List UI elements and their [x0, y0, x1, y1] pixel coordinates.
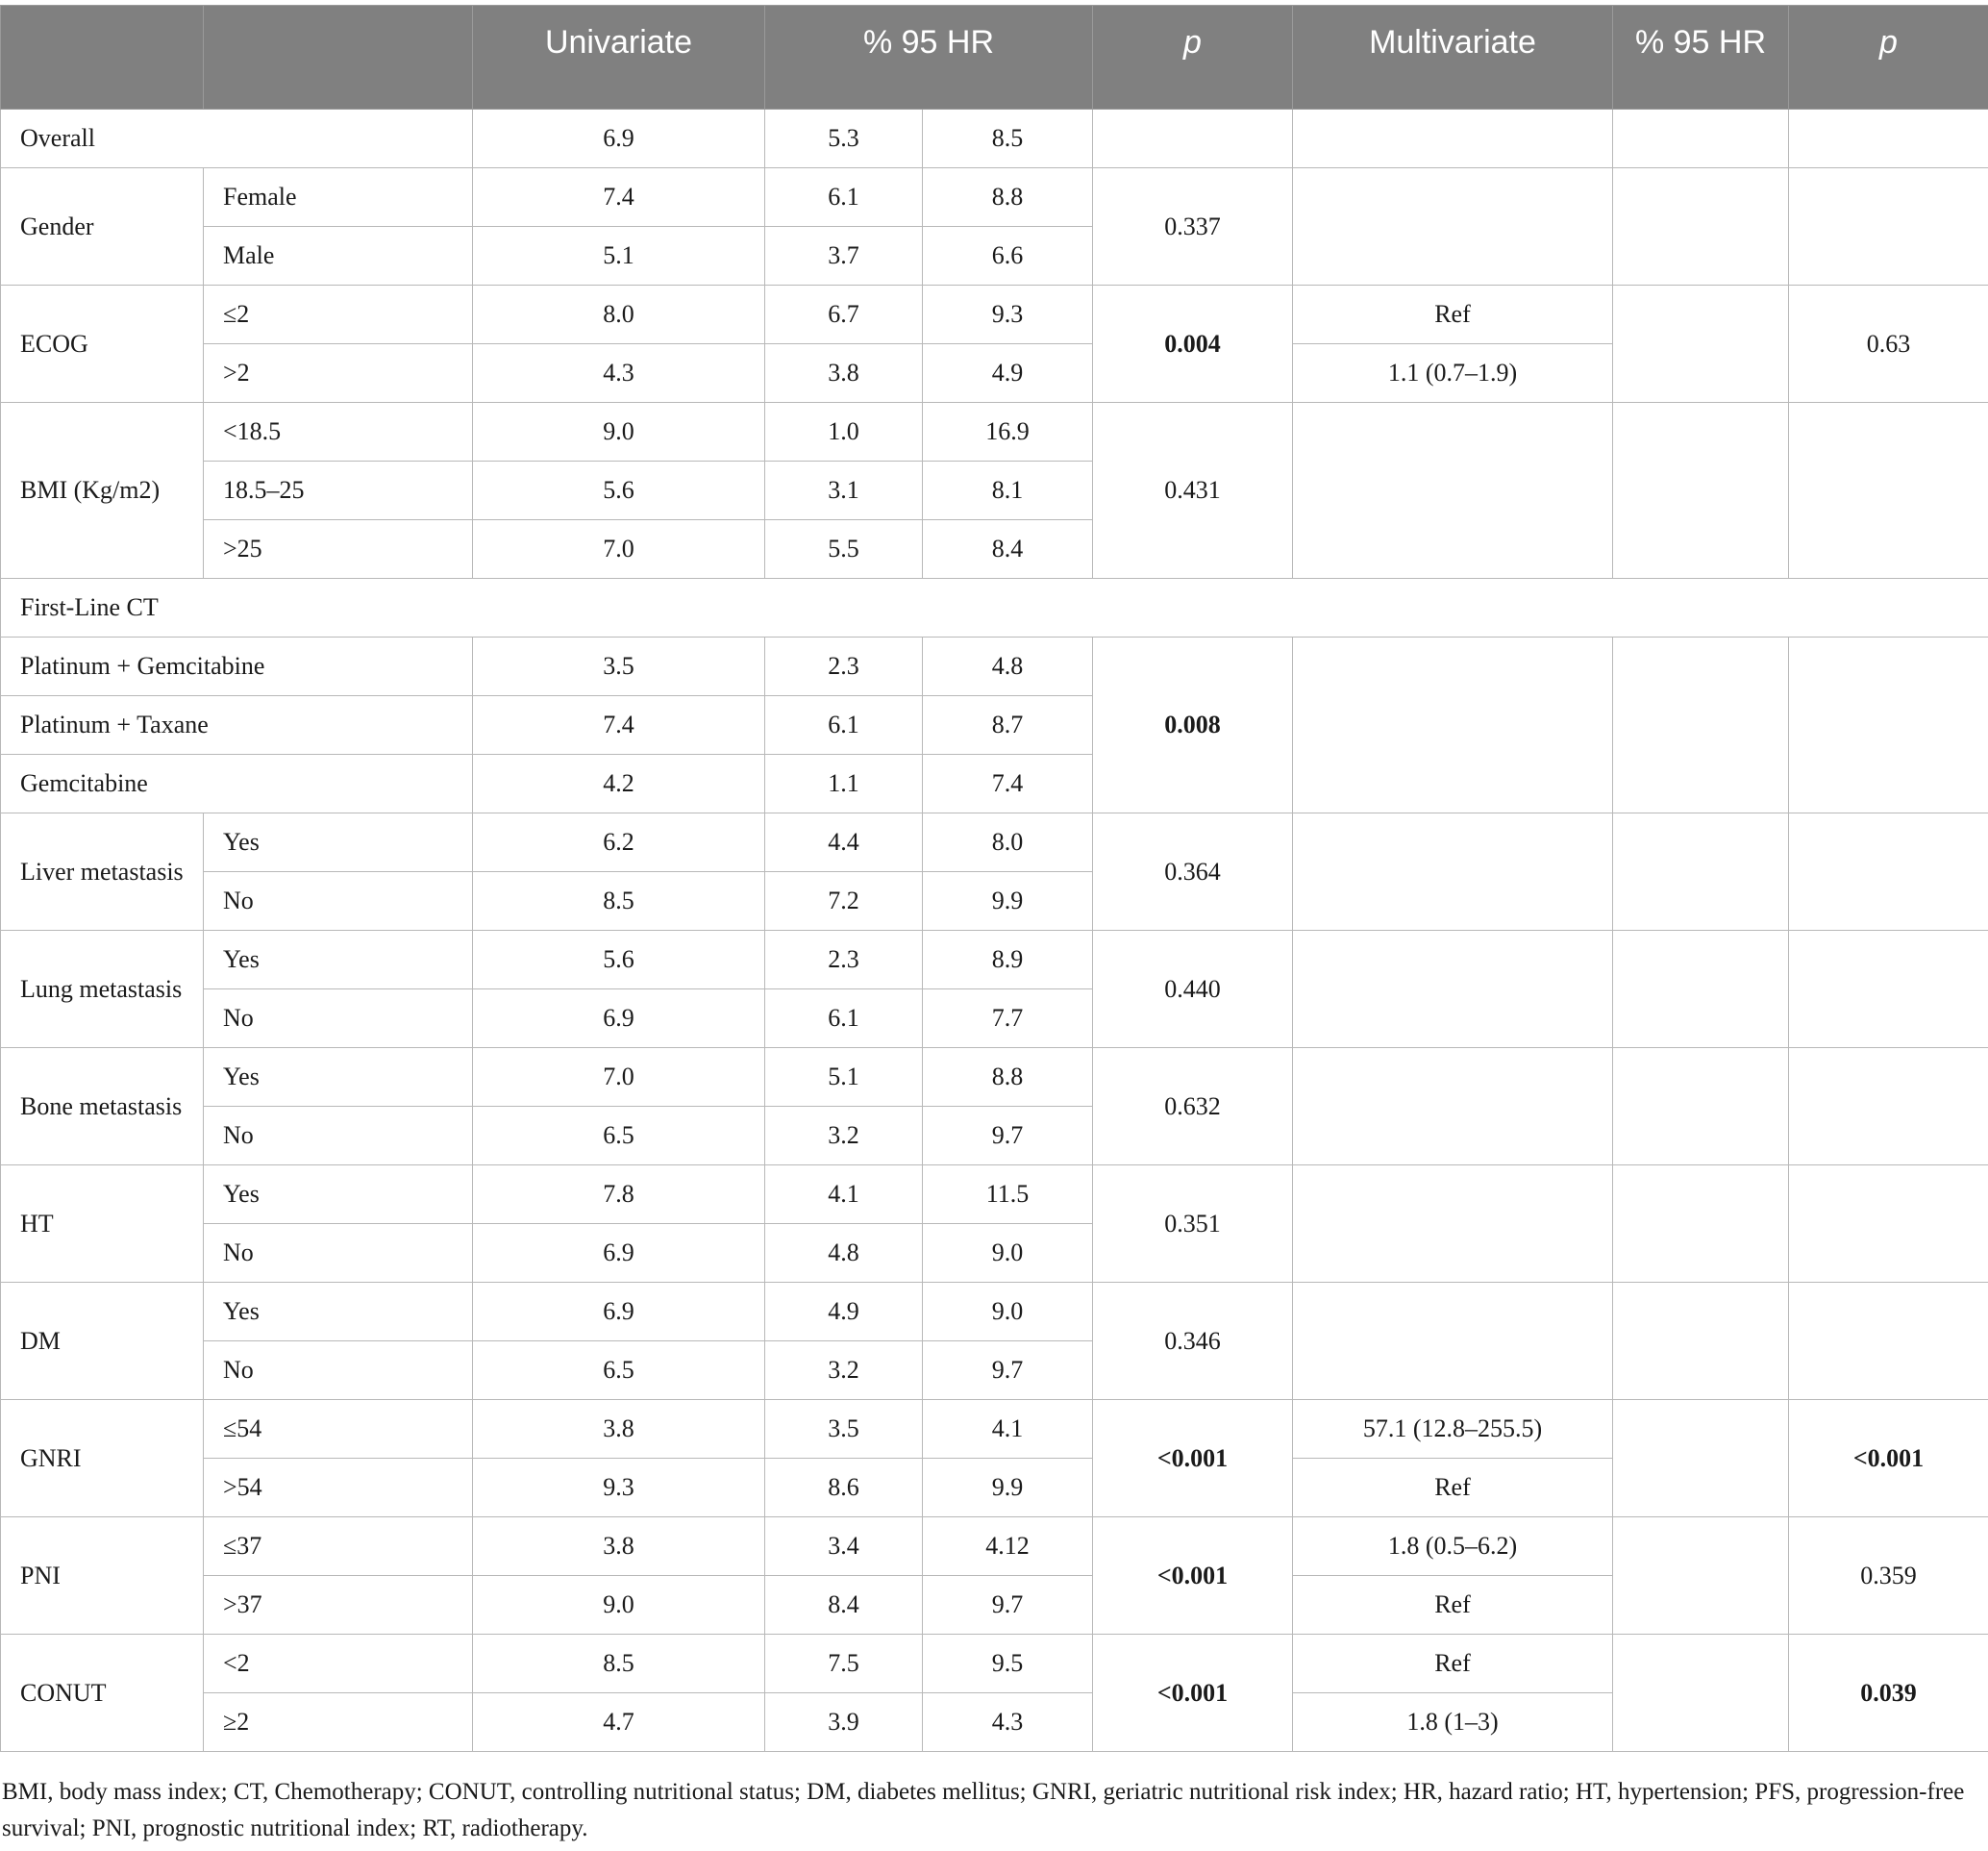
multivariate-hr-cell: [1613, 286, 1789, 403]
multivariate-cell: [1293, 931, 1613, 1048]
multivariate-hr-cell: [1613, 1165, 1789, 1283]
multivariate-cell: [1293, 813, 1613, 931]
p-cell: 0.008: [1093, 638, 1293, 813]
univariate-cell: 7.4: [473, 696, 765, 755]
univariate-cell: 7.0: [473, 520, 765, 579]
table-row: [1, 1517, 1988, 1576]
header-hr-ci-1: % 95 HR: [765, 6, 1093, 110]
multivariate-p-cell: 0.63: [1789, 286, 1988, 403]
p-cell: 0.364: [1093, 813, 1293, 931]
hr-upper-cell: 8.5: [923, 110, 1093, 168]
table-row: [1, 1400, 1988, 1459]
hr-lower-cell: 6.1: [765, 696, 923, 755]
row-label-bmi: BMI (Kg/m2): [1, 403, 204, 579]
hr-lower-cell: 4.9: [765, 1283, 923, 1341]
sub-label: Yes: [204, 931, 473, 989]
univariate-cell: 5.1: [473, 227, 765, 286]
survival-table: [0, 5, 1988, 1752]
multivariate-p-cell: <0.001: [1789, 1400, 1988, 1517]
multivariate-cell: [1293, 638, 1613, 813]
hr-lower-cell: 7.5: [765, 1635, 923, 1693]
section-label-first-line-ct: First-Line CT: [1, 579, 1988, 638]
header-blank-1: [1, 6, 204, 110]
hr-upper-cell: 7.4: [923, 755, 1093, 813]
hr-upper-cell: 9.7: [923, 1576, 1093, 1635]
row-label-gender: Gender: [1, 168, 204, 286]
hr-lower-cell: 6.1: [765, 989, 923, 1048]
hr-lower-cell: 2.3: [765, 638, 923, 696]
univariate-cell: 6.9: [473, 989, 765, 1048]
row-label-lung-metastasis: Lung metastasis: [1, 931, 204, 1048]
univariate-cell: 3.8: [473, 1517, 765, 1576]
hr-upper-cell: 9.0: [923, 1224, 1093, 1283]
multivariate-hr-cell: [1613, 1635, 1789, 1752]
hr-lower-cell: 3.4: [765, 1517, 923, 1576]
multivariate-cell: [1293, 1048, 1613, 1165]
univariate-cell: 4.3: [473, 344, 765, 403]
hr-lower-cell: 4.4: [765, 813, 923, 872]
header-univariate: Univariate: [473, 6, 765, 110]
multivariate-cell: 1.1 (0.7–1.9): [1293, 344, 1613, 403]
multivariate-cell: 1.8 (0.5–6.2): [1293, 1517, 1613, 1576]
hr-lower-cell: 3.2: [765, 1107, 923, 1165]
table-row: [1, 168, 1988, 227]
header-blank-2: [204, 6, 473, 110]
univariate-cell: 9.0: [473, 1576, 765, 1635]
sub-label: >54: [204, 1459, 473, 1517]
sub-label: No: [204, 1341, 473, 1400]
table-row: [1, 110, 1988, 168]
row-label-conut: CONUT: [1, 1635, 204, 1752]
row-label-overall: Overall: [1, 110, 473, 168]
table-row: [1, 638, 1988, 696]
sub-label: Female: [204, 168, 473, 227]
multivariate-p-cell: [1789, 1283, 1988, 1400]
hr-upper-cell: 4.8: [923, 638, 1093, 696]
header-multivariate: Multivariate: [1293, 6, 1613, 110]
multivariate-cell: Ref: [1293, 286, 1613, 344]
row-label-ecog: ECOG: [1, 286, 204, 403]
table-row: [1, 931, 1988, 989]
table-row: [1, 1283, 1988, 1341]
univariate-cell: 6.5: [473, 1107, 765, 1165]
p-cell: 0.351: [1093, 1165, 1293, 1283]
sub-label: Gemcitabine: [1, 755, 473, 813]
univariate-cell: 8.5: [473, 1635, 765, 1693]
sub-label: ≤37: [204, 1517, 473, 1576]
hr-lower-cell: 7.2: [765, 872, 923, 931]
header-row: [1, 6, 1988, 110]
table-row: [1, 1165, 1988, 1224]
p-cell: 0.346: [1093, 1283, 1293, 1400]
univariate-cell: 7.4: [473, 168, 765, 227]
hr-lower-cell: 6.7: [765, 286, 923, 344]
sub-label: No: [204, 872, 473, 931]
hr-lower-cell: 3.1: [765, 462, 923, 520]
multivariate-p-cell: [1789, 168, 1988, 286]
hr-lower-cell: 3.8: [765, 344, 923, 403]
sub-label: Yes: [204, 1165, 473, 1224]
sub-label: Platinum + Taxane: [1, 696, 473, 755]
sub-label: ≥2: [204, 1693, 473, 1752]
hr-upper-cell: 8.4: [923, 520, 1093, 579]
univariate-cell: 4.2: [473, 755, 765, 813]
sub-label: >25: [204, 520, 473, 579]
hr-lower-cell: 5.3: [765, 110, 923, 168]
hr-upper-cell: 11.5: [923, 1165, 1093, 1224]
hr-upper-cell: 8.8: [923, 1048, 1093, 1107]
multivariate-hr-cell: [1613, 1283, 1789, 1400]
table-row: [1, 813, 1988, 872]
hr-upper-cell: 9.5: [923, 1635, 1093, 1693]
sub-label: No: [204, 1107, 473, 1165]
sub-label: ≤2: [204, 286, 473, 344]
p-cell: <0.001: [1093, 1635, 1293, 1752]
univariate-cell: 8.5: [473, 872, 765, 931]
hr-lower-cell: 3.2: [765, 1341, 923, 1400]
multivariate-cell: [1293, 1165, 1613, 1283]
p-cell: 0.632: [1093, 1048, 1293, 1165]
sub-label: 18.5–25: [204, 462, 473, 520]
p-cell: 0.440: [1093, 931, 1293, 1048]
hr-lower-cell: 4.8: [765, 1224, 923, 1283]
univariate-cell: 5.6: [473, 462, 765, 520]
multivariate-cell: [1293, 110, 1613, 168]
multivariate-hr-cell: [1613, 931, 1789, 1048]
sub-label: No: [204, 989, 473, 1048]
table-row: [1, 579, 1988, 638]
hr-lower-cell: 3.5: [765, 1400, 923, 1459]
sub-label: >2: [204, 344, 473, 403]
sub-label: >37: [204, 1576, 473, 1635]
multivariate-cell: [1293, 1283, 1613, 1400]
row-label-liver-metastasis: Liver metastasis: [1, 813, 204, 931]
row-label-ht: HT: [1, 1165, 204, 1283]
multivariate-hr-cell: [1613, 638, 1789, 813]
p-cell: [1093, 110, 1293, 168]
hr-upper-cell: 8.9: [923, 931, 1093, 989]
univariate-cell: 4.7: [473, 1693, 765, 1752]
row-label-dm: DM: [1, 1283, 204, 1400]
hr-lower-cell: 4.1: [765, 1165, 923, 1224]
sub-label: <18.5: [204, 403, 473, 462]
sub-label: Yes: [204, 1048, 473, 1107]
hr-lower-cell: 1.1: [765, 755, 923, 813]
p-cell: 0.004: [1093, 286, 1293, 403]
multivariate-cell: 57.1 (12.8–255.5): [1293, 1400, 1613, 1459]
univariate-cell: 6.2: [473, 813, 765, 872]
row-label-gnri: GNRI: [1, 1400, 204, 1517]
p-cell: <0.001: [1093, 1400, 1293, 1517]
hr-upper-cell: 9.7: [923, 1107, 1093, 1165]
univariate-cell: 9.3: [473, 1459, 765, 1517]
sub-label: Platinum + Gemcitabine: [1, 638, 473, 696]
univariate-cell: 7.8: [473, 1165, 765, 1224]
p-cell: <0.001: [1093, 1517, 1293, 1635]
row-label-pni: PNI: [1, 1517, 204, 1635]
p-cell: 0.337: [1093, 168, 1293, 286]
multivariate-cell: Ref: [1293, 1459, 1613, 1517]
univariate-cell: 3.8: [473, 1400, 765, 1459]
multivariate-hr-cell: [1613, 1400, 1789, 1517]
multivariate-p-cell: [1789, 403, 1988, 579]
multivariate-p-cell: [1789, 110, 1988, 168]
hr-lower-cell: 2.3: [765, 931, 923, 989]
multivariate-hr-cell: [1613, 110, 1789, 168]
hr-upper-cell: 8.8: [923, 168, 1093, 227]
hr-lower-cell: 8.6: [765, 1459, 923, 1517]
univariate-cell: 9.0: [473, 403, 765, 462]
hr-upper-cell: 9.9: [923, 872, 1093, 931]
multivariate-p-cell: 0.359: [1789, 1517, 1988, 1635]
multivariate-p-cell: [1789, 813, 1988, 931]
multivariate-p-cell: [1789, 1165, 1988, 1283]
sub-label: ≤54: [204, 1400, 473, 1459]
multivariate-cell: Ref: [1293, 1576, 1613, 1635]
header-p-2: p: [1789, 6, 1988, 110]
multivariate-hr-cell: [1613, 403, 1789, 579]
table-row: [1, 1048, 1988, 1107]
hr-upper-cell: 6.6: [923, 227, 1093, 286]
hr-upper-cell: 8.1: [923, 462, 1093, 520]
hr-upper-cell: 4.3: [923, 1693, 1093, 1752]
hr-upper-cell: 8.0: [923, 813, 1093, 872]
header-hr-ci-2: % 95 HR: [1613, 6, 1789, 110]
sub-label: Male: [204, 227, 473, 286]
table-row: [1, 403, 1988, 462]
hr-upper-cell: 4.12: [923, 1517, 1093, 1576]
p-cell: 0.431: [1093, 403, 1293, 579]
hr-lower-cell: 5.5: [765, 520, 923, 579]
row-label-bone-metastasis: Bone metastasis: [1, 1048, 204, 1165]
hr-lower-cell: 3.9: [765, 1693, 923, 1752]
sub-label: Yes: [204, 813, 473, 872]
multivariate-hr-cell: [1613, 1048, 1789, 1165]
hr-lower-cell: 1.0: [765, 403, 923, 462]
multivariate-cell: Ref: [1293, 1635, 1613, 1693]
multivariate-hr-cell: [1613, 813, 1789, 931]
header-p-1: p: [1093, 6, 1293, 110]
table-row: [1, 1635, 1988, 1693]
hr-upper-cell: 9.9: [923, 1459, 1093, 1517]
multivariate-p-cell: [1789, 1048, 1988, 1165]
multivariate-p-cell: [1789, 638, 1988, 813]
multivariate-cell: [1293, 403, 1613, 579]
sub-label: <2: [204, 1635, 473, 1693]
univariate-cell: 6.5: [473, 1341, 765, 1400]
hr-upper-cell: 4.1: [923, 1400, 1093, 1459]
multivariate-hr-cell: [1613, 168, 1789, 286]
hr-upper-cell: 8.7: [923, 696, 1093, 755]
univariate-cell: 7.0: [473, 1048, 765, 1107]
univariate-cell: 3.5: [473, 638, 765, 696]
multivariate-cell: [1293, 168, 1613, 286]
univariate-cell: 6.9: [473, 110, 765, 168]
univariate-cell: 6.9: [473, 1283, 765, 1341]
table-footnote: BMI, body mass index; CT, Chemotherapy; CONUT, controlling nutritional status; DM, diabetes mellitus; GNRI, geriatric nutritional risk index; HR, hazard ratio; HT, hypertension; PFS, progression-free survival; PNI, prognostic nutritional index; RT, radiotherapy.: [2, 1779, 1965, 1841]
table-row: [1, 286, 1988, 344]
univariate-cell: 5.6: [473, 931, 765, 989]
multivariate-p-cell: [1789, 931, 1988, 1048]
hr-upper-cell: 16.9: [923, 403, 1093, 462]
sub-label: No: [204, 1224, 473, 1283]
univariate-cell: 6.9: [473, 1224, 765, 1283]
multivariate-cell: 1.8 (1–3): [1293, 1693, 1613, 1752]
sub-label: Yes: [204, 1283, 473, 1341]
hr-upper-cell: 9.3: [923, 286, 1093, 344]
hr-lower-cell: 5.1: [765, 1048, 923, 1107]
hr-lower-cell: 3.7: [765, 227, 923, 286]
hr-lower-cell: 8.4: [765, 1576, 923, 1635]
univariate-cell: 8.0: [473, 286, 765, 344]
hr-upper-cell: 9.0: [923, 1283, 1093, 1341]
hr-lower-cell: 6.1: [765, 168, 923, 227]
hr-upper-cell: 4.9: [923, 344, 1093, 403]
multivariate-hr-cell: [1613, 1517, 1789, 1635]
hr-upper-cell: 9.7: [923, 1341, 1093, 1400]
multivariate-p-cell: 0.039: [1789, 1635, 1988, 1752]
hr-upper-cell: 7.7: [923, 989, 1093, 1048]
